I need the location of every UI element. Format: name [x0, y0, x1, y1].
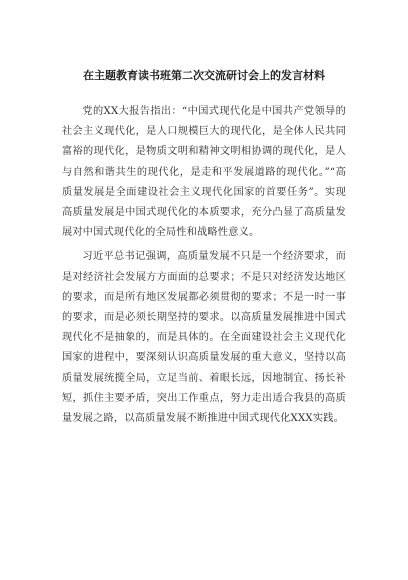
paragraph-2: 习近平总书记强调，高质量发展不只是一个经济要求，而是对经济社会发展方方面面的总要求；不是只对经济发达地区的要求，而是所有地区发展都必须贯彻的要求；不是一时一事的要求，而是必须长期坚持的要求。以高质量发展推进中国式现代化不是抽象的，而是具体的。在全面建设社会主义现代化国家的进程中，要深刻认识高质量发展的重大意义，坚持以高质量发展统揽全局，立足当前、着眼长远，因地制宜、扬长补短，抓住主要矛盾，突出工作重点，努力走出适合我县的高质量发展之路，以高质量发展不断推进中国式现代化XXX实践。	[62, 251, 346, 425]
paragraph-1: 党的XX大报告指出：“中国式现代化是中国共产党领导的社会主义现代化，是人口规模巨大的现代化，是全体人民共同富裕的现代化，是物质文明和精神文明相协调的现代化，是人与自然和谐共生的现代化，是走和平发展道路的现代化。”“高质量发展是全面建设社会主义现代化国家的首要任务”。实现高质量发展是中国式现代化的本质要求，充分凸显了高质量发展对中国式现代化的全局性和战略性意义。	[62, 106, 346, 239]
document-title: 在主题教育读书班第二次交流研讨会上的发言材料	[83, 69, 325, 82]
